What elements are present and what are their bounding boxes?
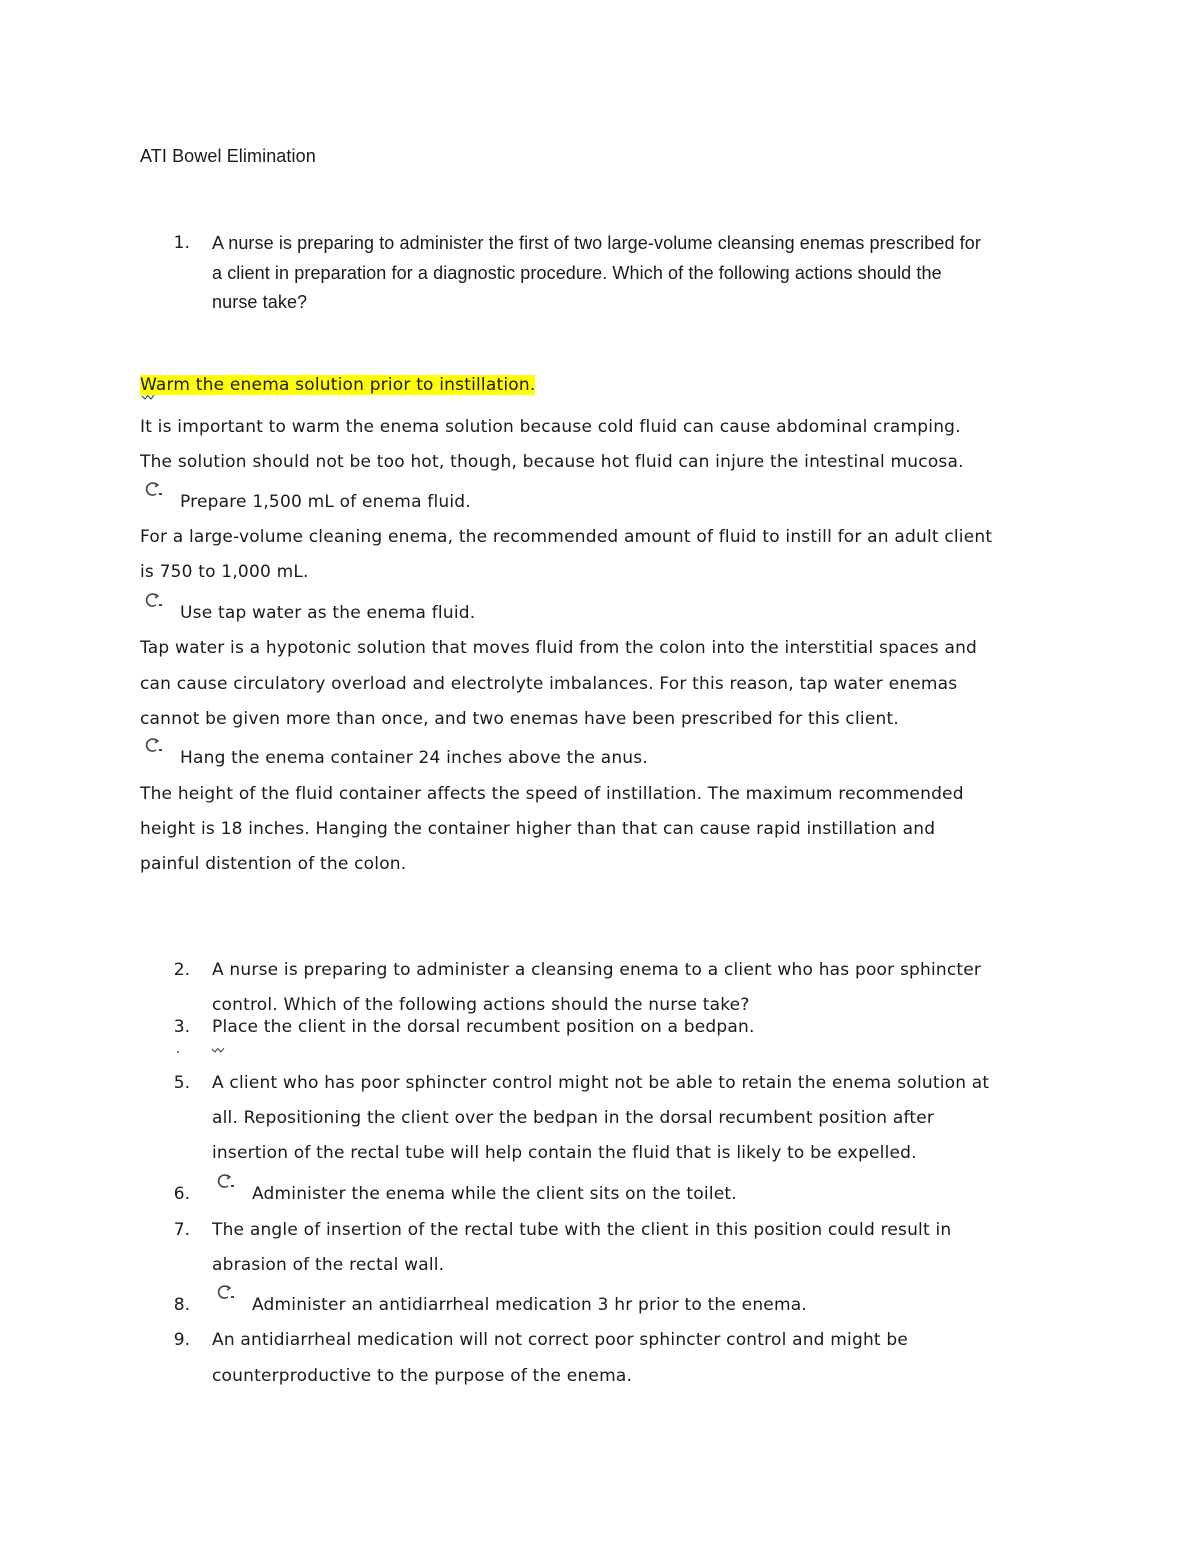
check-mark-icon — [211, 1046, 225, 1054]
rationale-line2: counterproductive to the purpose of the enema. — [212, 1366, 633, 1386]
radio-refresh-icon — [142, 737, 164, 755]
question-1-number: 1. — [173, 233, 190, 253]
rationale-line1: The angle of insertion of the rectal tube with the client in this position could result in — [212, 1220, 952, 1240]
radio-refresh-icon — [142, 481, 164, 499]
option-c-rationale-line1: Tap water is a hypotonic solution that moves fluid from the colon into the interstitial spaces and — [140, 638, 978, 658]
rationale-line1: An antidiarrheal medication will not correct poor sphincter control and might be — [212, 1330, 909, 1350]
rationale-line3: insertion of the rectal tube will help contain the fluid that is likely to be expelled. — [212, 1143, 917, 1163]
question-1-prompt-line2: a client in preparation for a diagnostic procedure. Which of the following actions should the — [212, 263, 942, 283]
option-text: Administer the enema while the client sits on the toilet. — [252, 1184, 737, 1204]
list-item-number: 5. — [173, 1073, 190, 1093]
radio-refresh-icon — [214, 1284, 236, 1302]
list-item-number: 9. — [173, 1330, 190, 1350]
option-c-rationale-line3: cannot be given more than once, and two enemas have been prescribed for this client. — [140, 709, 899, 729]
correct-answer — [140, 375, 535, 395]
option-text: Administer an antidiarrheal medication 3 hr prior to the enema. — [252, 1295, 807, 1315]
list-item-number: 7. — [173, 1220, 190, 1240]
option-d-text: Hang the enema container 24 inches above the anus. — [180, 748, 648, 768]
list-item-number: 2. — [173, 960, 190, 980]
option-b-rationale-line1: For a large-volume cleaning enema, the recommended amount of fluid to instill for an adult client — [140, 527, 993, 547]
rationale-line2: abrasion of the rectal wall. — [212, 1255, 445, 1275]
correct-rationale-line1: It is important to warm the enema solution because cold fluid can cause abdominal cramping. — [140, 417, 961, 437]
check-mark-icon — [141, 393, 155, 401]
option-d-rationale-line1: The height of the fluid container affects the speed of instillation. The maximum recommended — [140, 784, 964, 804]
option-b-text: Prepare 1,500 mL of enema fluid. — [180, 492, 471, 512]
rationale-line2: all. Repositioning the client over the bedpan in the dorsal recumbent position after — [212, 1108, 935, 1128]
document-title: ATI Bowel Elimination — [140, 146, 316, 166]
option-c-text: Use tap water as the enema fluid. — [180, 603, 476, 623]
question-2-prompt-line2: control. Which of the following actions should the nurse take? — [212, 995, 750, 1015]
list-item-number: 6. — [173, 1184, 190, 1204]
option-c-rationale-line2: can cause circulatory overload and electrolyte imbalances. For this reason, tap water enemas — [140, 674, 958, 694]
bullet-dot-icon — [176, 1050, 180, 1054]
correct-answer-text: Warm the enema solution prior to instillation. — [140, 375, 536, 395]
question-2-prompt-line1: A nurse is preparing to administer a cleansing enema to a client who has poor sphincter — [212, 960, 982, 980]
list-item-number: 3. — [173, 1017, 190, 1037]
question-1-prompt-line3: nurse take? — [212, 292, 308, 312]
question-1-prompt-line1: A nurse is preparing to administer the first of two large-volume cleansing enemas prescribed for — [212, 233, 981, 253]
radio-refresh-icon — [214, 1173, 236, 1191]
correct-rationale-line2: The solution should not be too hot, though, because hot fluid can injure the intestinal mucosa. — [140, 452, 964, 472]
option-d-rationale-line3: painful distention of the colon. — [140, 854, 407, 874]
option-d-rationale-line2: height is 18 inches. Hanging the container higher than that can cause rapid instillation and — [140, 819, 936, 839]
radio-refresh-icon — [142, 592, 164, 610]
correct-option-text: Place the client in the dorsal recumbent position on a bedpan. — [212, 1017, 755, 1037]
list-item-number: 8. — [173, 1295, 190, 1315]
option-b-rationale-line2: is 750 to 1,000 mL. — [140, 562, 309, 582]
rationale-line1: A client who has poor sphincter control might not be able to retain the enema solution at — [212, 1073, 990, 1093]
